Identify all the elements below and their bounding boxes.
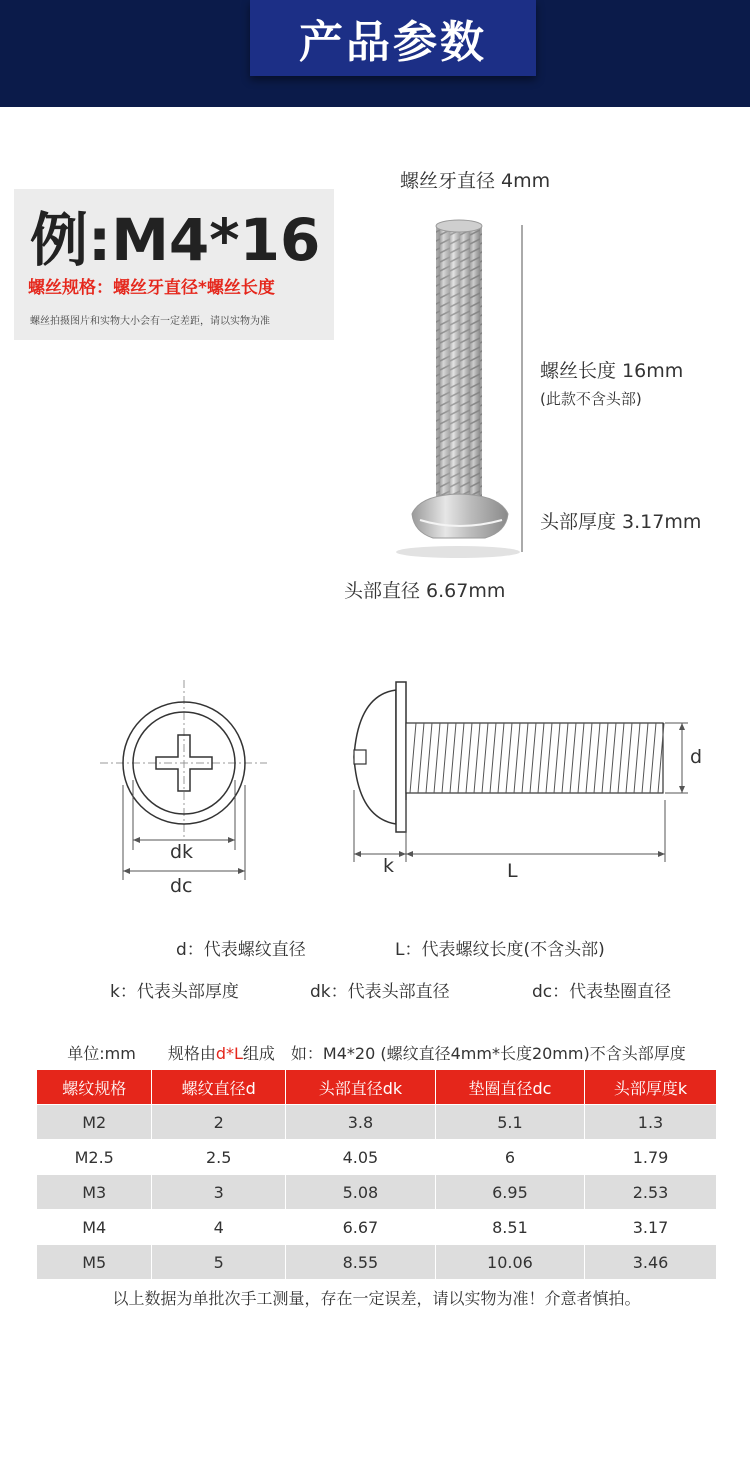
banner-title-box bbox=[250, 0, 536, 76]
table-cell: 2 bbox=[152, 1105, 285, 1140]
example-title: 例:M4*16 bbox=[30, 206, 321, 274]
diagram-label-dc: dc bbox=[170, 875, 193, 897]
col-header: 螺纹直径d bbox=[152, 1070, 285, 1105]
unit-text bbox=[37, 1035, 717, 1070]
thread-diameter-label: 螺丝牙直径 4mm bbox=[400, 170, 551, 192]
note-text: 以上数据为单批次手工测量，存在一定误差，请以实物为准！介意者慎拍。 bbox=[37, 1280, 717, 1315]
table-cell: 4 bbox=[152, 1210, 285, 1245]
col-header: 螺纹规格 bbox=[37, 1070, 152, 1105]
table-cell: 1.3 bbox=[585, 1105, 717, 1140]
head-thickness-label: 头部厚度 3.17mm bbox=[540, 511, 702, 533]
diagram-label-dk: dk bbox=[170, 841, 194, 863]
table-cell: 4.05 bbox=[285, 1140, 435, 1175]
table-cell: M3 bbox=[37, 1175, 152, 1210]
header-banner bbox=[0, 0, 750, 107]
table-row bbox=[37, 1105, 717, 1140]
diagram-label-k: k bbox=[383, 855, 395, 877]
table-row bbox=[37, 1175, 717, 1210]
col-header: 头部直径dk bbox=[285, 1070, 435, 1105]
screw-photo bbox=[390, 210, 540, 560]
table-cell: 8.55 bbox=[285, 1245, 435, 1280]
table-row bbox=[37, 1245, 717, 1280]
table-cell: 5.08 bbox=[285, 1175, 435, 1210]
unit-formula: d*L bbox=[215, 1043, 243, 1063]
table-cell: M2.5 bbox=[37, 1140, 152, 1175]
table-cell: 5.1 bbox=[435, 1105, 584, 1140]
col-header: 垫圈直径dc bbox=[435, 1070, 584, 1105]
table-cell: 2.5 bbox=[152, 1140, 285, 1175]
table-cell: 6.67 bbox=[285, 1210, 435, 1245]
unit-prefix: 单位:mm 规格由 bbox=[67, 1043, 216, 1063]
table-row bbox=[37, 1210, 717, 1245]
side-view-diagram bbox=[340, 640, 720, 880]
table-cell: 1.79 bbox=[585, 1140, 717, 1175]
top-view-diagram bbox=[95, 675, 275, 900]
unit-suffix: 组成 如：M4*20 (螺纹直径4mm*长度20mm)不含头部厚度 bbox=[242, 1043, 686, 1063]
table-cell: M4 bbox=[37, 1210, 152, 1245]
table-row bbox=[37, 1140, 717, 1175]
table-cell: 3 bbox=[152, 1175, 285, 1210]
screw-length-label: 螺丝长度 16mm bbox=[540, 360, 684, 382]
table-cell: 2.53 bbox=[585, 1175, 717, 1210]
diagram-label-d: d bbox=[690, 746, 703, 768]
legend-dk: dk：代表头部直径 bbox=[310, 982, 450, 1002]
col-header: 头部厚度k bbox=[585, 1070, 717, 1105]
example-box bbox=[14, 189, 334, 340]
table-cell: 6.95 bbox=[435, 1175, 584, 1210]
disclaimer-text: 螺丝拍摄图片和实物大小会有一定差距，请以实物为准 bbox=[30, 316, 270, 327]
head-diameter-label: 头部直径 6.67mm bbox=[344, 580, 506, 602]
legend-d: d：代表螺纹直径 bbox=[176, 940, 306, 960]
note-row bbox=[37, 1280, 717, 1315]
table-cell: 8.51 bbox=[435, 1210, 584, 1245]
table-header-row bbox=[37, 1070, 717, 1105]
table-cell: 5 bbox=[152, 1245, 285, 1280]
table-cell: 3.46 bbox=[585, 1245, 717, 1280]
table-cell: M2 bbox=[37, 1105, 152, 1140]
table-cell: 6 bbox=[435, 1140, 584, 1175]
table-cell: 10.06 bbox=[435, 1245, 584, 1280]
legend-k: k：代表头部厚度 bbox=[110, 982, 239, 1002]
table-cell: M5 bbox=[37, 1245, 152, 1280]
table-cell: 3.17 bbox=[585, 1210, 717, 1245]
spec-rule-text: 螺丝规格：螺丝牙直径*螺丝长度 bbox=[28, 278, 275, 298]
diagram-label-L: L bbox=[507, 860, 518, 882]
screw-length-note: (此款不含头部) bbox=[540, 390, 642, 408]
washer-rect bbox=[396, 682, 406, 832]
page-title: 产品参数 bbox=[299, 17, 487, 68]
unit-row bbox=[37, 1035, 717, 1070]
table-cell: 3.8 bbox=[285, 1105, 435, 1140]
spec-table bbox=[36, 1034, 717, 1315]
legend-dc: dc：代表垫圈直径 bbox=[532, 982, 672, 1002]
legend-L: L：代表螺纹长度(不含头部) bbox=[395, 940, 605, 960]
